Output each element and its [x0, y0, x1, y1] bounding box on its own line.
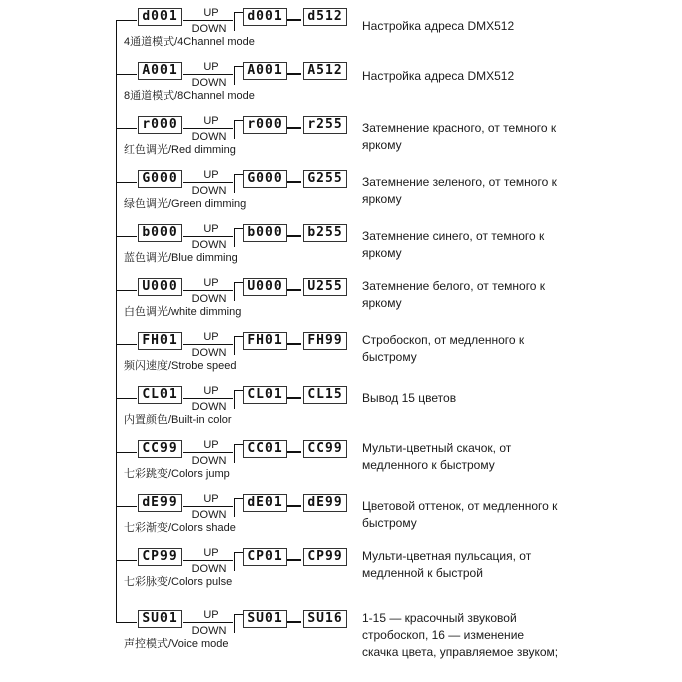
bracket	[234, 498, 243, 517]
range-dash	[287, 343, 301, 345]
lcd-start: CP99	[138, 548, 182, 566]
mode-description: Цветовой оттенок, от медленного к быстрому	[362, 499, 558, 530]
lcd-from: U000	[243, 278, 287, 296]
mode-label: 声控模式/Voice mode	[124, 638, 229, 650]
lcd-start: SU01	[138, 610, 182, 628]
mode-description: Мульти-цветный скачок, от медленного к быстрому	[362, 441, 512, 472]
lcd-start: A001	[138, 62, 182, 80]
lcd-from: r000	[243, 116, 287, 134]
lcd-from: d001	[243, 8, 287, 26]
down-label: DOWN	[191, 509, 227, 521]
down-label: DOWN	[191, 239, 227, 251]
down-label: DOWN	[191, 185, 227, 197]
lcd-from: SU01	[243, 610, 287, 628]
lcd-from: CL01	[243, 386, 287, 404]
lcd-to: CP99	[303, 548, 347, 566]
range-dash	[287, 559, 301, 561]
lcd-start: G000	[138, 170, 182, 188]
bracket	[234, 390, 243, 409]
up-label: UP	[203, 385, 219, 397]
up-label: UP	[203, 61, 219, 73]
mode-label: 红色调光/Red dimming	[124, 144, 236, 156]
up-label: UP	[203, 115, 219, 127]
up-label: UP	[203, 547, 219, 559]
down-label: DOWN	[191, 455, 227, 467]
lcd-start: FH01	[138, 332, 182, 350]
menu-row-red	[0, 116, 682, 170]
bracket	[234, 12, 243, 31]
lcd-from: FH01	[243, 332, 287, 350]
menu-row-dmx8	[0, 62, 682, 116]
range-dash	[287, 181, 301, 183]
arrow-line	[183, 290, 233, 291]
mode-label: 七彩跳变/Colors jump	[124, 468, 230, 480]
mode-label: 七彩脉变/Colors pulse	[124, 576, 233, 588]
menu-row-pulse	[0, 548, 682, 602]
lcd-start: U000	[138, 278, 182, 296]
bracket	[234, 282, 243, 301]
lcd-from: b000	[243, 224, 287, 242]
mode-label: 白色调光/white dimming	[124, 306, 242, 318]
lcd-to: A512	[303, 62, 347, 80]
lcd-to: FH99	[303, 332, 347, 350]
lcd-to: U255	[303, 278, 347, 296]
range-dash	[287, 505, 301, 507]
mode-label: 七彩渐变/Colors shade	[124, 522, 236, 534]
bracket	[234, 444, 243, 463]
range-dash	[287, 397, 301, 399]
menu-row-dmx4	[0, 8, 682, 62]
arrow-line	[183, 560, 233, 561]
mode-description: Стробоскоп, от медленного к быстрому	[362, 333, 525, 364]
up-label: UP	[203, 7, 219, 19]
lcd-from: CC01	[243, 440, 287, 458]
arrow-line	[183, 398, 233, 399]
lcd-start: dE99	[138, 494, 182, 512]
bracket	[234, 336, 243, 355]
arrow-line	[183, 182, 233, 183]
menu-row-shade	[0, 494, 682, 548]
mode-description: Затемнение белого, от темного к яркому	[362, 279, 546, 310]
down-label: DOWN	[191, 347, 227, 359]
mode-label: 绿色调光/Green dimming	[124, 198, 247, 210]
bracket	[234, 552, 243, 571]
lcd-from: dE01	[243, 494, 287, 512]
menu-row-jump	[0, 440, 682, 494]
lcd-to: SU16	[303, 610, 347, 628]
lcd-to: CL15	[303, 386, 347, 404]
range-dash	[287, 621, 301, 623]
mode-label: 4通道模式/4Channel mode	[124, 36, 255, 48]
lcd-to: dE99	[303, 494, 347, 512]
bracket	[234, 120, 243, 139]
up-label: UP	[203, 277, 219, 289]
range-dash	[287, 19, 301, 21]
up-label: UP	[203, 223, 219, 235]
menu-row-white	[0, 278, 682, 332]
down-label: DOWN	[191, 401, 227, 413]
mode-description: Настройка адреса DMX512	[362, 69, 515, 83]
lcd-start: d001	[138, 8, 182, 26]
down-label: DOWN	[191, 625, 227, 637]
lcd-from: G000	[243, 170, 287, 188]
lcd-to: r255	[303, 116, 347, 134]
arrow-line	[183, 452, 233, 453]
menu-row-voice	[0, 610, 682, 664]
menu-row-builtin	[0, 386, 682, 440]
menu-row-strobe	[0, 332, 682, 386]
lcd-start: b000	[138, 224, 182, 242]
mode-description: Затемнение зеленого, от темного к яркому	[362, 175, 557, 206]
mode-label: 蓝色调光/Blue dimming	[124, 252, 238, 264]
lcd-from: A001	[243, 62, 287, 80]
lcd-start: CC99	[138, 440, 182, 458]
bracket	[234, 614, 243, 633]
arrow-line	[183, 622, 233, 623]
mode-description: Затемнение красного, от темного к яркому	[362, 121, 557, 152]
lcd-to: b255	[303, 224, 347, 242]
up-label: UP	[203, 493, 219, 505]
down-label: DOWN	[191, 77, 227, 89]
mode-label: 8通道模式/8Channel mode	[124, 90, 255, 102]
up-label: UP	[203, 331, 219, 343]
mode-description: Затемнение синего, от темного к яркому	[362, 229, 545, 260]
menu-row-blue	[0, 224, 682, 278]
lcd-to: CC99	[303, 440, 347, 458]
lcd-start: CL01	[138, 386, 182, 404]
bracket	[234, 228, 243, 247]
range-dash	[287, 73, 301, 75]
up-label: UP	[203, 609, 219, 621]
range-dash	[287, 127, 301, 129]
arrow-line	[183, 128, 233, 129]
down-label: DOWN	[191, 563, 227, 575]
arrow-line	[183, 236, 233, 237]
lcd-from: CP01	[243, 548, 287, 566]
down-label: DOWN	[191, 131, 227, 143]
lcd-to: G255	[303, 170, 347, 188]
range-dash	[287, 235, 301, 237]
mode-description: Вывод 15 цветов	[362, 391, 457, 405]
mode-label: 频闪速度/Strobe speed	[124, 360, 237, 372]
mode-label: 内置颜色/Built-in color	[124, 414, 232, 426]
bracket	[234, 66, 243, 85]
up-label: UP	[203, 169, 219, 181]
lcd-to: d512	[303, 8, 347, 26]
arrow-line	[183, 20, 233, 21]
down-label: DOWN	[191, 293, 227, 305]
lcd-start: r000	[138, 116, 182, 134]
range-dash	[287, 451, 301, 453]
mode-description: 1-15 — красочный звуковой стробоскоп, 16 — изменение скачка цвета, управляемое звуком;	[362, 611, 559, 659]
mode-description: Настройка адреса DMX512	[362, 19, 515, 33]
arrow-line	[183, 74, 233, 75]
up-label: UP	[203, 439, 219, 451]
range-dash	[287, 289, 301, 291]
menu-row-green	[0, 170, 682, 224]
mode-description: Мульти-цветная пульсация, от медленной к быстрой	[362, 549, 532, 580]
bracket	[234, 174, 243, 193]
arrow-line	[183, 506, 233, 507]
down-label: DOWN	[191, 23, 227, 35]
arrow-line	[183, 344, 233, 345]
